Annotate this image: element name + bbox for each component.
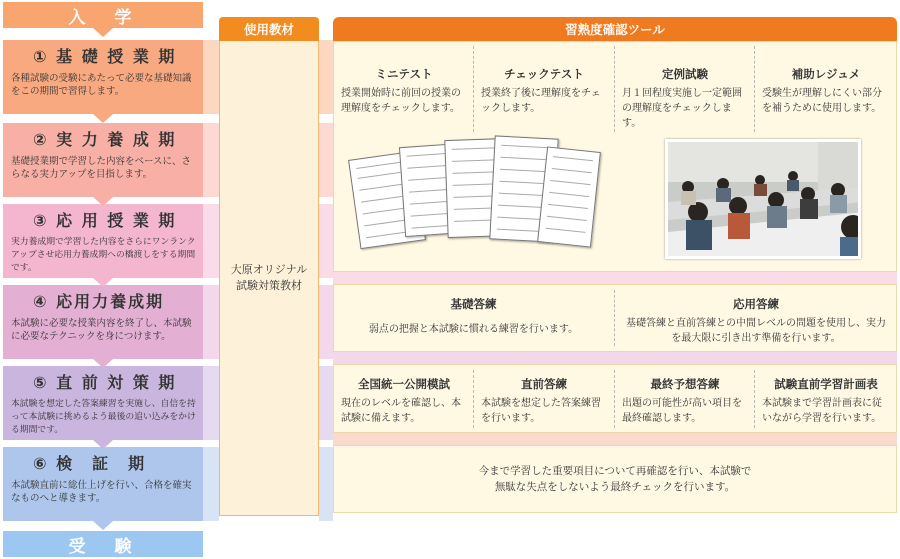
stage-title: ② 実 力 養 成 期 <box>33 130 177 149</box>
stage-4 <box>3 285 203 359</box>
flow-arrow-icon <box>93 359 113 368</box>
test-papers-image <box>346 135 606 267</box>
materials-column <box>219 41 319 516</box>
flow-arrow-icon <box>93 114 113 123</box>
tool-desc: 出題の可能性が高い項目を最終確認します。 <box>622 398 742 424</box>
stage-desc: 基礎授業期で学習した内容をベースに、さらなる実力アップを目指します。 <box>11 156 192 180</box>
tool-desc: 授業開始時に前回の授業の理解度をチェックします。 <box>341 88 461 114</box>
stage-3 <box>3 204 203 278</box>
flow-arrow-icon <box>93 278 113 287</box>
enrollment-label: 入 学 <box>3 2 203 28</box>
tool-title: チェックテスト <box>504 67 584 81</box>
tool-national-mock-exam <box>341 376 467 426</box>
tool-study-plan <box>762 376 890 426</box>
stage-6 <box>3 447 203 521</box>
tool-basic-practice <box>341 296 606 337</box>
tool-desc: 授業終了後に理解度をチェックします。 <box>481 88 601 114</box>
tool-title: 直前答練 <box>521 377 567 391</box>
tool-desc: 受験生が理解しにくい部分を補うために使用します。 <box>762 88 882 114</box>
exam-label: 受 験 <box>3 531 203 557</box>
stage-desc: 本試験に必要な授業内容を終了し、本試験に必要なテクニックを身につけます。 <box>11 318 192 342</box>
stage-title: ④ 応用力養成期 <box>33 292 165 311</box>
materials-header: 使用教材 <box>219 17 319 41</box>
stage-1 <box>3 40 203 114</box>
flow-arrow-icon <box>93 28 113 37</box>
tool-title: 定例試験 <box>662 67 708 81</box>
flow-arrow-icon <box>93 521 113 530</box>
tool-title: 応用答練 <box>733 297 779 311</box>
classroom-photo <box>665 139 861 259</box>
tool-desc: 基礎答練と直前答練との中間レベルの問題を使用し、実力を最大限に引き出す準備を行います。 <box>626 318 886 344</box>
stage-desc: 各種試験の受験にあたって必要な基礎知識をこの期間で習得します。 <box>11 73 192 97</box>
final-review-desc: 今まで学習した重要項目について再確認を行い、本試験で 無駄な失点をしないよう最終チェックを行います。 <box>478 465 752 493</box>
tool-applied-practice <box>625 296 887 346</box>
tools-row-4 <box>333 445 897 513</box>
stage-title: ③ 応 用 授 業 期 <box>33 211 177 230</box>
stage-title: ① 基 礎 授 業 期 <box>33 47 177 66</box>
tool-title: 最終予想答練 <box>650 377 720 391</box>
tool-title: 基礎答練 <box>450 297 497 311</box>
tool-final-practice <box>481 376 607 426</box>
tool-title: 全国統一公開模試 <box>358 377 450 391</box>
tool-desc: 弱点の把握と本試験に慣れる練習を行います。 <box>368 324 579 335</box>
stage-2 <box>3 123 203 197</box>
materials-text: 大原オリジナル 試験対策教材 <box>230 263 308 292</box>
stage-desc: 本試験を想定した答案練習を実施し、自信を持って本試験に挑めるよう最後の追い込みをかける期間です。 <box>11 399 196 435</box>
tool-mini-test <box>341 66 467 116</box>
tool-desc: 本試験を想定した答案練習を行います。 <box>481 398 601 424</box>
tool-regular-exam <box>622 66 748 131</box>
tool-desc: 月１回程度実施し一定範囲の理解度をチェックします。 <box>622 88 742 129</box>
stage-title: ⑤ 直 前 対 策 期 <box>33 373 177 392</box>
tools-header: 習熟度確認ツール <box>333 17 897 41</box>
flow-arrow-icon <box>93 440 113 449</box>
tool-desc: 現在のレベルを確認し、本試験に備えます。 <box>341 398 461 424</box>
tool-desc: 本試験まで学習計画表に従いながら学習を行います。 <box>762 398 882 424</box>
tool-final-prediction-practice <box>622 376 748 426</box>
flow-arrow-icon <box>93 197 113 206</box>
classroom-photo-icon <box>668 142 861 259</box>
tool-title: ミニテスト <box>375 67 433 81</box>
stage-title: ⑥ 検 証 期 <box>33 454 147 473</box>
tool-supplementary-resume <box>762 66 890 116</box>
stage-desc: 本試験直前に総仕上げを行い、合格を確実なものへと導きます。 <box>11 480 192 504</box>
stage-desc: 実力養成期で学習した内容をさらにワンランクアップさせ応用力養成期への橋渡しをする期間です。 <box>11 237 196 273</box>
stage-5 <box>3 366 203 440</box>
tool-title: 補助レジュメ <box>791 67 861 81</box>
tool-title: 試験直前学習計画表 <box>774 377 878 391</box>
tool-check-test <box>481 66 607 116</box>
